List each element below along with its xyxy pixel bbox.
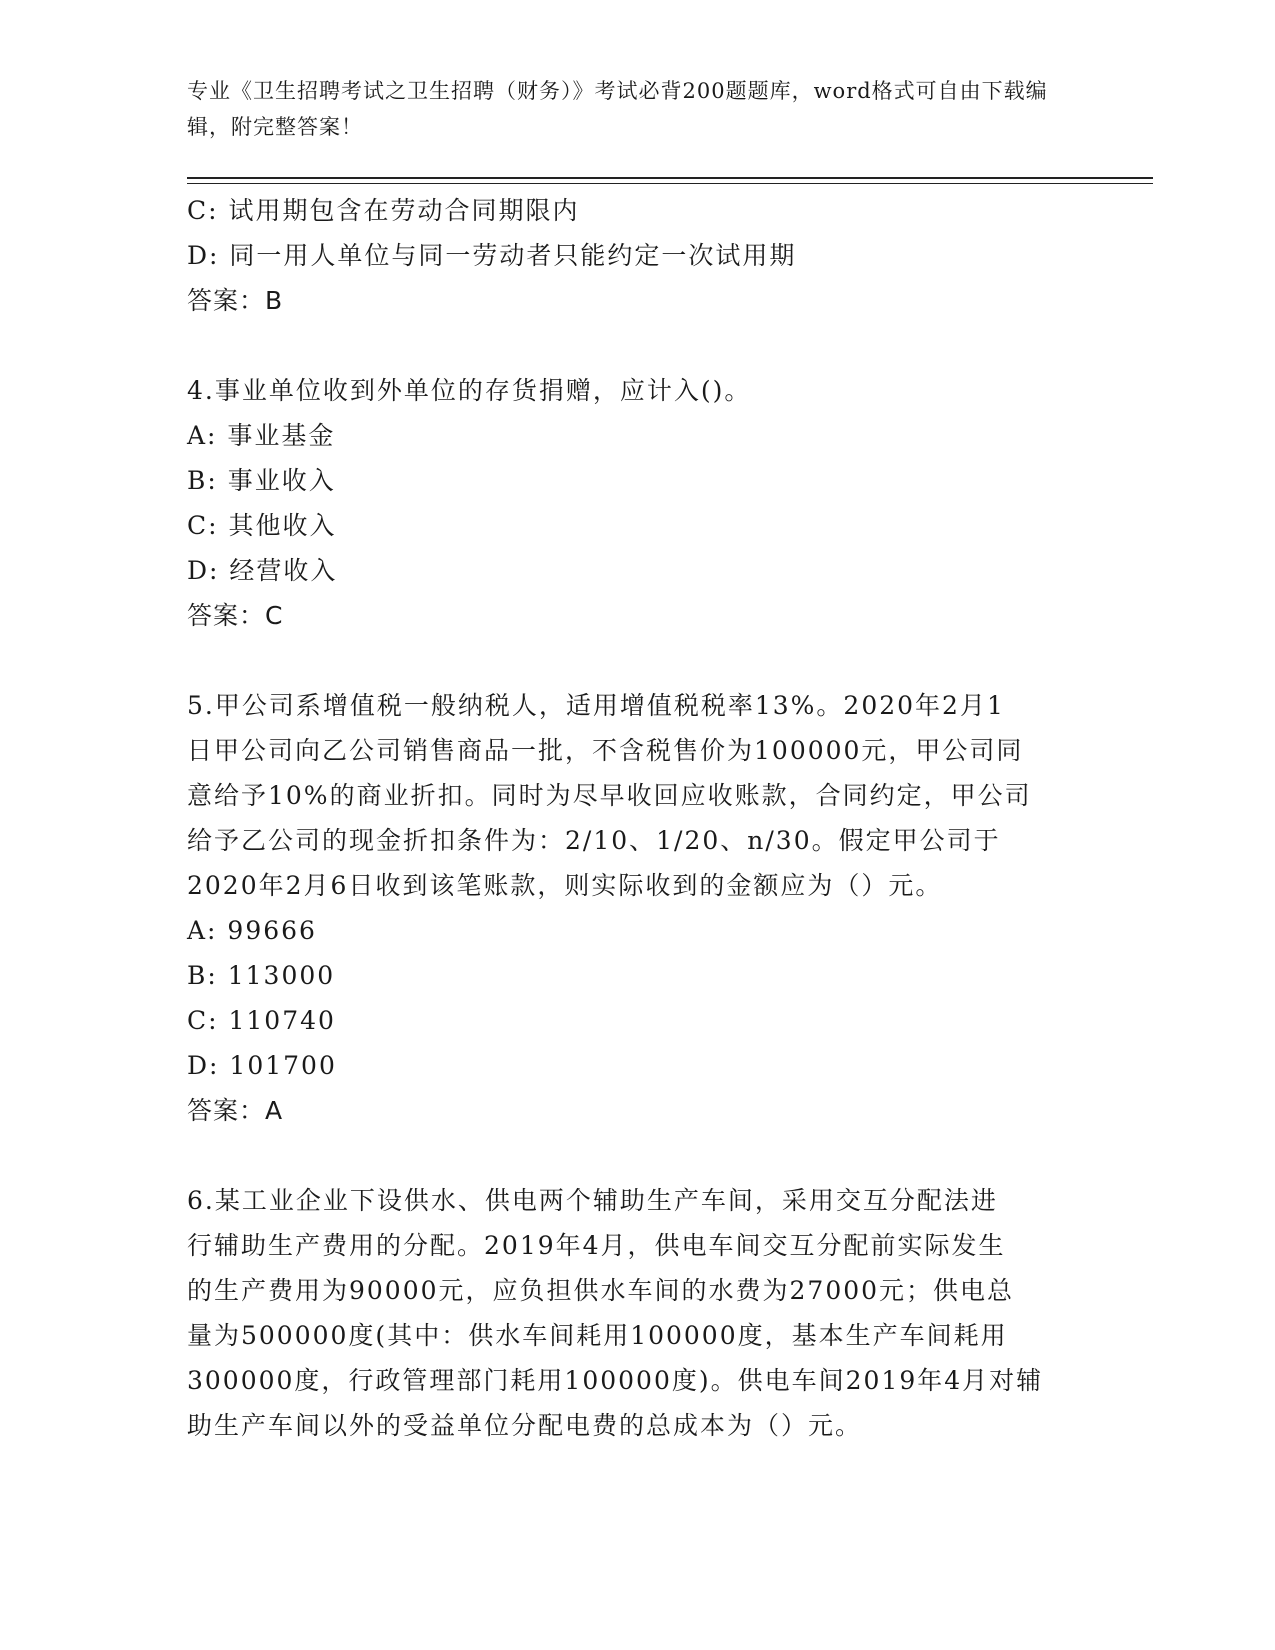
answer-label: 答案：B [187, 286, 284, 315]
option-a: A: 99666 [187, 916, 317, 945]
option-c: C: 110740 [187, 1006, 336, 1035]
option-a: A: 事业基金 [187, 421, 336, 450]
option-d: D: 101700 [187, 1051, 337, 1080]
document-header: 专业《卫生招聘考试之卫生招聘（财务）》考试必背200题题库，word格式可自由下载编辑，附完整答案！ [187, 79, 1048, 139]
question-stem: 4.事业单位收到外单位的存货捐赠，应计入()。 [187, 376, 752, 405]
question-stem-line-2: 行辅助生产费用的分配。2019年4月，供电车间交互分配前实际发生 [187, 1231, 1006, 1260]
answer-label: 答案：C [187, 601, 284, 630]
spacer [187, 1133, 1087, 1178]
question-content [187, 188, 1087, 1448]
question-stem-line-3: 意给予10%的商业折扣。同时为尽早收回应收账款，合同约定，甲公司 [187, 781, 1032, 810]
question-5 [187, 683, 1087, 1133]
question-stem-line-6: 助生产车间以外的受益单位分配电费的总成本为（）元。 [187, 1411, 863, 1440]
header-rule-thin [187, 183, 1153, 184]
answer-label: 答案：A [187, 1096, 284, 1125]
question-stem-line-5: 300000度，行政管理部门耗用100000度)。供电车间2019年4月对辅 [187, 1366, 1044, 1395]
question-6 [187, 1178, 1087, 1448]
option-b: B: 113000 [187, 961, 336, 990]
option-d: D: 经营收入 [187, 556, 338, 585]
question-stem-line-1: 6.某工业企业下设供水、供电两个辅助生产车间，采用交互分配法进 [187, 1186, 998, 1215]
question-3-tail [187, 188, 1087, 323]
question-stem-line-1: 5.甲公司系增值税一般纳税人，适用增值税税率13%。2020年2月1 [187, 691, 1005, 720]
question-stem-line-5: 2020年2月6日收到该笔账款，则实际收到的金额应为（）元。 [187, 871, 943, 900]
option-c: C: 试用期包含在劳动合同期限内 [187, 196, 580, 225]
option-b: B: 事业收入 [187, 466, 336, 495]
question-stem-line-2: 日甲公司向乙公司销售商品一批，不含税售价为100000元，甲公司同 [187, 736, 1024, 765]
question-stem-line-4: 量为500000度(其中：供水车间耗用100000度，基本生产车间耗用 [187, 1321, 1008, 1350]
header-rule-thick [187, 177, 1153, 179]
question-stem-line-3: 的生产费用为90000元，应负担供水车间的水费为27000元；供电总 [187, 1276, 1015, 1305]
question-stem-line-4: 给予乙公司的现金折扣条件为：2/10、1/20、n/30。假定甲公司于 [187, 826, 1001, 855]
option-c: C: 其他收入 [187, 511, 337, 540]
spacer [187, 638, 1087, 683]
option-d: D: 同一用人单位与同一劳动者只能约定一次试用期 [187, 241, 797, 270]
spacer [187, 323, 1087, 368]
question-4 [187, 368, 1087, 638]
